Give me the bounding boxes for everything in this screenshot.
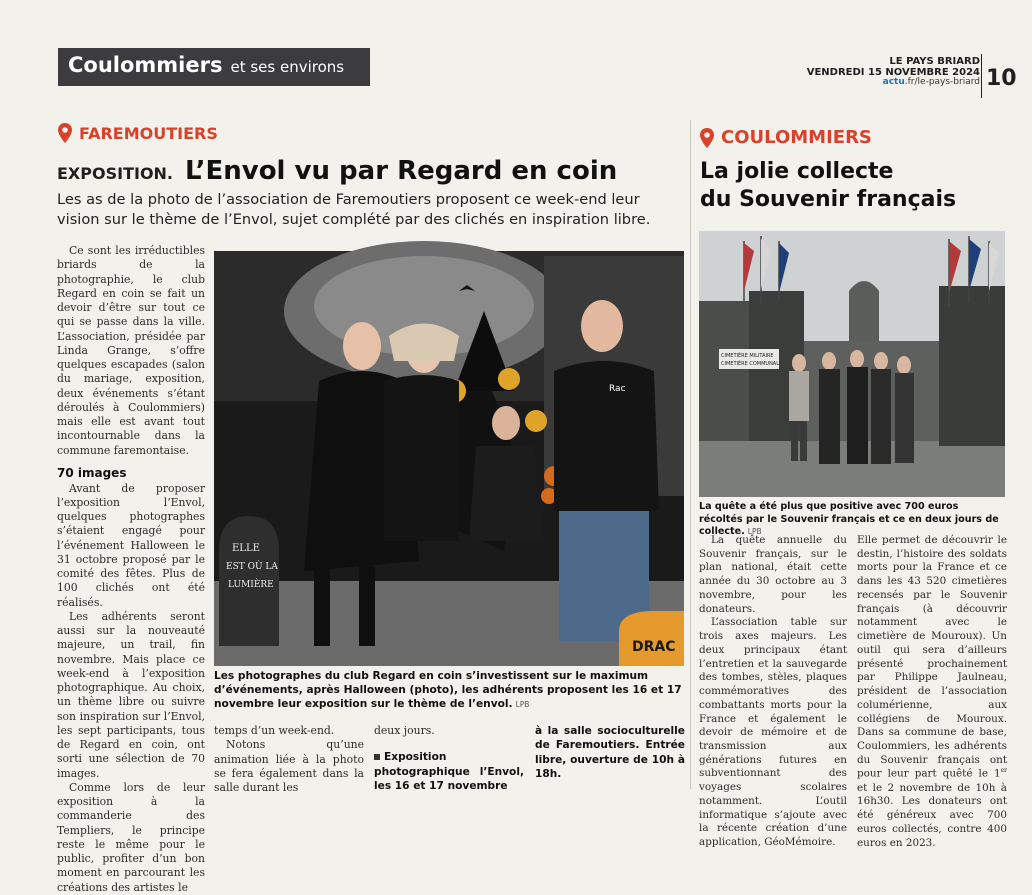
paragraph: Notons qu’une animation liée à la photo se fera également dans la salle durant les (214, 738, 364, 794)
paragraph: Avant de proposer l’exposition l’Envol, quelques photographes s’étaient engagé pour l’événement Halloween le 31 octobre proposé par le comité des fêtes. Plus de 100 clichés ont été réalisés. (57, 481, 205, 609)
halloween-sign-text: DRAC (632, 639, 676, 655)
caption-text: La quête a été plus que positive avec 700 euros récoltés par le Souvenir français et ce en deux jours de collecte. (699, 501, 999, 538)
headline-title: L’Envol vu par Regard en coin (185, 156, 618, 186)
issue-date: VENDREDI 15 NOVEMBRE 2024 (806, 67, 980, 78)
section-title: Coulommiers (68, 53, 223, 77)
section-band (58, 48, 370, 86)
paragraph: Ce sont les irréductibles briards de la photographie, le club Regard en coin se fait un devoir d’être sur tout ce qui se passe dans la ville. L’association, présidée par Linda Grange, s’offre quelques escapades (salon du mariage, exposition, deux événements s’étant déroulés à Coulommiers) mais elle est avant tout incontournable dans la commune faremontaise. (57, 244, 205, 457)
paragraph: La quête annuelle du Souvenir français, sur le plan national, était cette année du 30 octobre au 3 novembre, pour les donateurs. (699, 534, 847, 615)
headline-line-1: La jolie collecte (700, 159, 894, 184)
section-subtitle: et ses environs (230, 58, 345, 76)
article-column-2 (214, 724, 364, 795)
location-tag-coulommiers (700, 127, 872, 148)
tombstone-line-2: EST OÙ LA (226, 562, 278, 572)
halloween-group-photo (214, 251, 684, 666)
headline-kicker: EXPOSITION. (57, 164, 174, 183)
bullet-square-icon (374, 754, 380, 760)
article-column-3 (374, 724, 524, 793)
article-subhead: 70 images (57, 465, 127, 480)
paper-name: LE PAYS BRIARD (889, 56, 980, 67)
photo-credit: LPB (515, 699, 530, 709)
gate-sign-1: CIMETIÈRE MILITAIRE (721, 353, 774, 359)
article-right-column-2 (857, 534, 1007, 850)
paragraph (857, 534, 1007, 850)
paragraph: temps d’un week-end. (214, 724, 335, 737)
column-divider (690, 120, 691, 789)
photo-credit: LPB (747, 527, 762, 537)
masthead (807, 56, 980, 88)
paragraph-part: et le 2 novembre de 10h à 16h30. Les donateurs ont été généreux avec 700 euros collectés, contre 400 euros en 2023. (857, 781, 1007, 849)
location-pin-icon (700, 128, 714, 148)
caption-text: Les photographes du club Regard en coin s’investissent sur le maximum d’événements, après Halloween (photo), les adhérents proposent les 16 et 17 novembre leur exposition sur le thème de l’envol. (214, 670, 682, 710)
ordinal-suffix: er (1000, 767, 1007, 775)
tombstone-line-1: ELLE (232, 543, 260, 554)
page-number-divider (981, 54, 982, 98)
article-column-1 (57, 244, 205, 895)
paragraph: L’association table sur trois axes majeurs. Les deux principaux étant l’entretien et la sauvegarde des tombes, stèles, plaques commémoratives des combattants morts pour la France et également le devoir de mémoire et de transmission aux générations futures en subventionnant des voyages scolaires notamment. L’outil informatique s’ajoute avec la récente création d’une application, GéoMémoire. (699, 616, 847, 849)
event-info-1 (374, 750, 524, 793)
article-lead: Les as de la photo de l’association de Faremoutiers proposent ce week-end leur vision sur le thème de l’Envol, sujet complété par des clichés en inspiration libre. (57, 191, 651, 228)
paragraph: Comme lors de leur exposition à la commanderie des Templiers, le principe reste le même pour le public, profiter d’un bon moment en parcourant les créations des artistes le (57, 780, 205, 894)
paragraph: Les adhérents seront aussi sur la nouveauté majeure, un trail, fin novembre. Mais place ce week-end à l’exposition photographique. Au choix, un thème libre ou suivre son inspiration sur l’Envol, les sept participants, tous de Regard en coin, ont sorti une sélection de 70 images. (57, 609, 205, 780)
article-right-column-1 (699, 534, 847, 850)
website-url (807, 78, 980, 88)
paragraph-part: Elle permet de découvrir le destin, l’histoire des soldats morts pour la France et ce dans les 43 520 cimetières recensés par le Souvenir français (à découvrir notamment avec le cimetière de Mouroux). Un outil qui sera d’ailleurs présenté prochainement par Philippe Jaulneau, président de l’association columérienne, aux collégiens de Mouroux. Dans sa commune de base, Coulommiers, les adhérents du Souvenir français ont pour leur part quêté le 1 (857, 534, 1007, 780)
photo-caption (214, 670, 684, 711)
article-headline (57, 156, 677, 186)
paragraph: deux jours. (374, 724, 435, 737)
event-info-text: Exposition photographique l’Envol, les 16 et 17 novembre (374, 751, 524, 792)
article-headline-right (700, 158, 990, 213)
shirt-logo: Rac (609, 384, 626, 394)
url-brand: actu (882, 77, 905, 87)
headline-line-2: du Souvenir français (700, 186, 957, 212)
cemetery-gate-photo (699, 231, 1005, 497)
page-number: 10 (986, 66, 1017, 91)
location-name: FAREMOUTIERS (79, 123, 218, 143)
location-pin-icon (58, 123, 72, 143)
event-info-2: à la salle socioculturelle de Faremoutiers. Entrée libre, ouverture de 10h à 18h. (535, 725, 685, 780)
url-path: .fr/le-pays-briard (904, 77, 980, 87)
location-tag-faremoutiers (58, 123, 218, 143)
location-name: COULOMMIERS (721, 127, 872, 148)
gate-sign-2: CIMETIÈRE COMMUNAL (721, 361, 780, 367)
article-column-4 (535, 724, 685, 781)
tombstone-line-3: LUMIÈRE (228, 580, 274, 590)
